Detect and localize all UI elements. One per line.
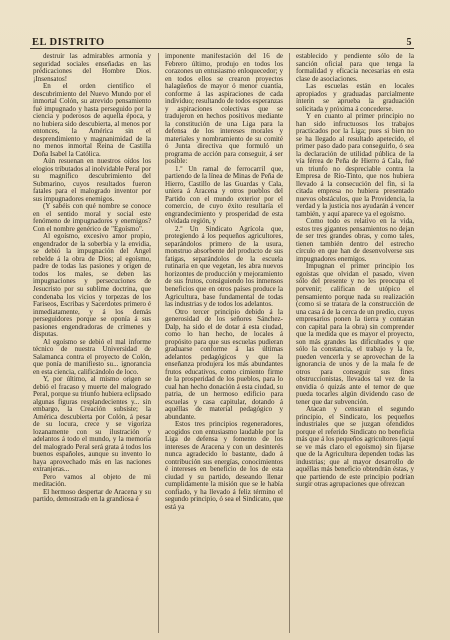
paragraph: Al egoísmo, excesivo amor propio, engendrador de la soberbia y la envidia, se debió la impugnación del Angel rebelde á la obra de Dios; al egoísmo, padre de todas las pasiones y origen de todos los males, se deben las impugnaciones y persecuciones de Jesucristo por su sublime doctrina, que condenaba los vicios y torpezas de los Fariseos, Escribas y Sacerdotes primero é inmediatamente, y á los demás perseguidores porque se oponía á sus pasiones engendradoras de crímenes y disputas. [33, 232, 151, 339]
paragraph: 2.º Un Sindicato Agrícola que, protegiendo á los pequeños agricultores, separándolos primero de la usura, monstruo absorbente del producto de sus fatigas, separándolos de la escuela rutinaria en que vegetan, les abra nuevos horizontes de producción y mejoramiento de sus frutos, consiguiendo los inmensos beneficios que en otros países produce la Agricultura, base fundamental de todas las industrias y de todos los adelantos. [165, 224, 283, 309]
column-divider [158, 53, 159, 633]
paragraph: Aún resuenan en nuestros oídos los elogios tributados al inolvidable Peral por su magnífico descubrimiento del Submarino, cuyos resultados fueron fatales para el malogrado inventor por sus impugnadores enemigos. [33, 157, 151, 203]
paragraph: imponente manifestación del 16 de Febrero último, produjo en todos los corazones un entusiasmo enloquecedor; y en todos ellos se crearon proyectos halagüeños de mayor ó menor cuantía, conforme á las aspiraciones de cada individuo; resultando de todos esperanzas y aspiraciones colectivas que se tradujeron en hechos positivos mediante la constitución de una Liga para la defensa de los intereses morales y materiales y nombramiento de su comité ó Junta directiva que formuló un programa de acción para conseguir, á ser posible: [165, 53, 283, 166]
paragraph: Impugnan el primer principio los egoístas que olvidan el pasado, viven sólo del presente y no les preocupa el porvenir; califican de utópico el pensamiento porque nada su realización (como si se tratara de la construcción de una casa á de la cerca de un predio, cuyos empresarios ponen la tierra y contaran con capital para la obra) sin comprender que la medida que es mayor el proyecto, son más grandes las dificultades y que sólo la constancia, el trabajo y la fe, pueden vencerla y se aprovechan de la ignorancia de unos y de la mala fe de otros para conseguir sus fines obstruccionistas, llevados tal vez de la envidia ó quizás ante el temor de que pueda tocarles algún dividendo caso de tener que dar subvención. [296, 262, 414, 406]
paragraph: Atacan y censuran el segundo principio, el Sindicato, los pequeños industriales que se juzgan ofendidos porque el referido Sindicato no beneficia más que á los pequeños agricultores (aquí se ve más claro el egoísmo) sin fijarse que de la Agricultura dependen todas las industrias; que al mayor desarrollo de aquéllas más beneficio obtendrán éstas, y que partiendo de este principio podrían surgir otras agrupaciones que ofrezcan [296, 405, 414, 489]
header-rule [30, 48, 414, 49]
newspaper-title: EL DISTRITO [32, 37, 105, 48]
paragraph: Las escuelas están en locales apropiados y graduadas parcialmente ínterin se aprueba la graduación solicitada y próxima á concederse. [296, 82, 414, 113]
text-column-2 [165, 53, 283, 633]
paragraph: En el orden científico el descubrimiento del Nuevo Mundo por el inmortal Colón, su atrevido pensamiento fué impugnado y hasta perseguido por la ciencia y poderosos de aquella época, y no hubiera sido descubierta, al menos por entonces, la América sin el desprendimiento y magnanimidad de la no menos inmortal Reina de Castilla Doña Isabel la Católica. [33, 82, 151, 158]
column-divider [289, 53, 290, 633]
paragraph: Como todo es relativo en la vida, estos tres gigantes pensamientos no dejan de ser tres grandes obras, y como tales, tienen también dentro del estrecho círculo en que han de desenvolverse sus impugnadores enemigos. [296, 217, 414, 263]
paragraph: Y en cuanto al primer principio no han sido infructuosos los trabajos practicados por la Liga; pues si bien no se ha llegado al resultado apetecido, el primer paso dado para conseguirlo, ó sea la declaración de utilidad pública de la vía férrea de Peña de Hierro á Cala, fué un triunfo no despreciable contra la Empresa de Río-Tinto, que nos hubiera llevado á la consecución del fin, si la citada empresa no hubiera presentado nuevos obstáculos, que la Providencia, la verdad y la justicia nos ayudarán á vencer también, y aquí aparece ya el egoísmo. [296, 112, 414, 218]
paragraph: 1.º Un ramal de ferrocarril que, partiendo de la línea de Minas de Peña de Hierro, Castillo de las Guardas y Cala, uniera á Aracena y otros pueblos del Partido con el mundo exterior por el comercio, de cuyo éxito resultaría el engrandecimiento y prosperidad de esta olvidada región, y [165, 164, 283, 226]
page-header [32, 30, 412, 48]
paragraph: destruir las admirables armonía y seguridad sociales enseñadas en las prédicaciones del Hombre Dios. ¡Insensatos! [33, 53, 151, 83]
paragraph: Otro tercer principio debido á la generosidad de los señores Sánchez-Dalp, ha sido el de dotar á esta ciudad, como lo han hecho, de locales á propósito para que sus escuelas pudieran graduarse conforme á las últimas adelantos pedagógicos y que la enseñanza produjera los más abundantes frutos educativos, como cimiento firme de la prosperidad de los pueblos, para lo cual han hecho donación á esta ciudad, su patria, de un hermoso edificio para escuelas y casa capitular, dotando á aquéllas de material pedagógico y abundante. [165, 307, 283, 421]
text-column-3 [296, 53, 414, 633]
paragraph: Pero vamos al objeto de mi meditación. [33, 472, 151, 489]
page-number: 5 [406, 37, 412, 48]
paragraph: Estos tres principios regeneradores, acogidos con entusiasmo laudable por la Liga de defensa y fomento de los intereses de Aracena y con un desinterés nunca agradecido lo bastante, dado á contribución sus energías, conocimientos é intereses en beneficio de los de esta ciudad y su partido, deseando llenar cumplidamente la misión que se le había confiado, y ha llevado á feliz término el segundo principio, ó sea el Sindicato, que está ya [165, 420, 283, 511]
paragraph: (Y sabéis con qué nombre se conoce en el sentido moral y social este fenómeno de impugnadores y enemigos? Con el nombre genérico de "Egoísmo". [33, 202, 151, 233]
paragraph: Y, por último, al mismo origen se debió el fracaso y muerte del malogrado Peral, porque su triunfo hubiera eclipsado algunas figuras resplandecientes y... sin embargo, la Creación subsiste; la América descubierta por Colón, á pesar de su locura, crece y se vigoriza lozanamente con su ilustración y adelantos á todo el mundo, y la memoria del malogrado Peral será grata á todos los buenos españoles, aunque su invento lo haya aprovechado más en las naciones extranjeras... [33, 375, 151, 474]
paragraph: establecido y pendiente sólo de la sanción oficial para que tenga la formalidad y eficacia necesarias en esta clase de asociaciones. [296, 53, 414, 83]
paragraph: Al egoísmo se debió el mal informe técnico de nuestra Universidad de Salamanca contra el proyecto de Colón, que ponía de manifiesto su... ignorancia en esta ciencia, calificándolo de loco. [33, 337, 151, 376]
paragraph: El hermoso despertar de Aracena y su partido, demostrado en la grandiosa é [33, 487, 151, 504]
text-column-1 [33, 53, 151, 633]
